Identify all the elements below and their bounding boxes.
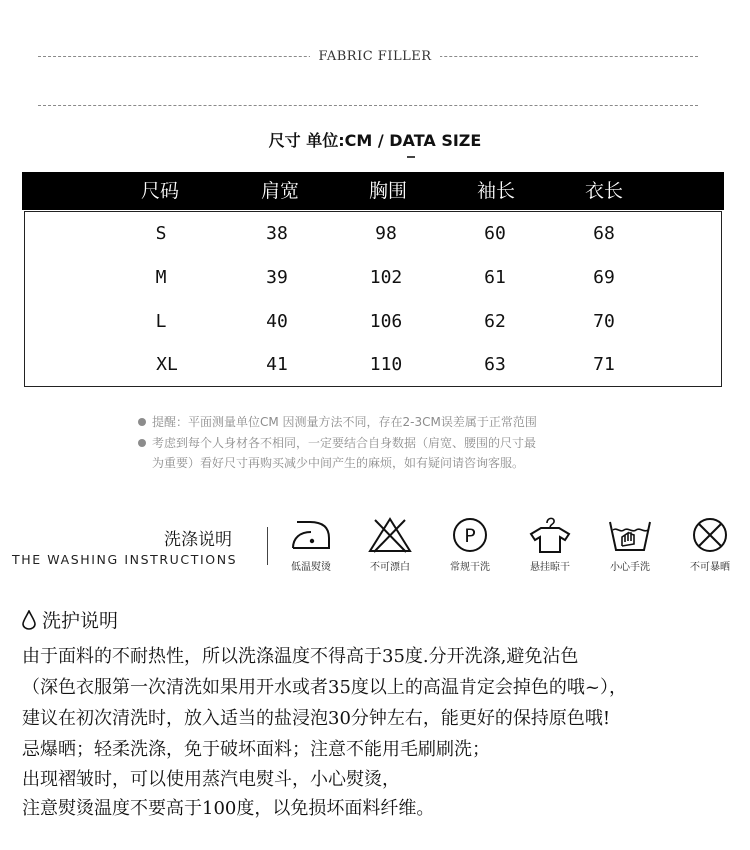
second-dashed-divider: [38, 105, 698, 106]
washing-title-en: THE WASHING INSTRUCTIONS: [12, 552, 238, 567]
iron-low-icon: 低温熨烫: [283, 516, 339, 573]
fabric-title: FABRIC FILLER: [0, 49, 750, 64]
cell-length: 70: [593, 311, 615, 332]
cell-chest: 110: [369, 354, 403, 375]
table-row: [25, 212, 723, 256]
bullet-icon: [138, 418, 146, 426]
cell-chest: 102: [369, 267, 403, 288]
care-heading: 洗护说明: [22, 606, 118, 633]
cell-sleeve: 62: [484, 311, 506, 332]
cell-chest: 98: [375, 223, 397, 244]
header-chest: 胸围: [368, 180, 407, 202]
size-table-header: [22, 172, 724, 210]
care-line: 建议在初次清洗时，放入适当的盐浸泡30分钟左右，能更好的保持原色哦!: [22, 708, 611, 729]
care-line: 出现褶皱时，可以使用蒸汽电熨斗，小心熨烫，: [22, 769, 400, 790]
no-tumble-dry-icon: 不可暴晒: [682, 516, 738, 573]
cell-length: 68: [593, 223, 615, 244]
size-table-body: [24, 211, 722, 387]
cell-sleeve: 60: [484, 223, 506, 244]
washing-title: 洗涤说明: [164, 530, 232, 550]
cell-length: 71: [593, 354, 615, 375]
cell-sleeve: 63: [484, 354, 506, 375]
care-line: 由于面料的不耐热性，所以洗涤温度不得高于35度.分开洗涤,避免沾色: [22, 646, 579, 667]
header-length: 衣长: [584, 180, 623, 202]
note-measurement: 提醒：平面测量单位CM 因测量方法不同，存在2-3CM误差属于正常范围: [138, 412, 537, 432]
cell-shoulder: 38: [266, 223, 288, 244]
header-sleeve: 袖长: [476, 180, 515, 202]
header-shoulder: 肩宽: [260, 180, 299, 202]
cell-chest: 106: [369, 311, 403, 332]
washing-divider: [267, 527, 268, 565]
table-row: [25, 256, 723, 300]
no-bleach-icon: 不可漂白: [362, 516, 418, 573]
title-underline-mark: [407, 156, 415, 158]
svg-text:P: P: [464, 525, 476, 547]
hang-dry-icon: 悬挂晾干: [522, 516, 578, 573]
cell-size: XL: [156, 354, 178, 375]
note-body-fit-continued: 为重要）看好尺寸再购买减少中间产生的麻烦，如有疑问请咨询客服。: [152, 456, 525, 470]
bullet-icon: [138, 439, 146, 447]
hand-wash-icon: 小心手洗: [602, 516, 658, 573]
header-size: 尺码: [140, 180, 179, 202]
water-drop-icon: [22, 610, 36, 630]
cell-size: L: [155, 311, 167, 332]
size-title: 尺寸 单位:CM / DATA SIZE: [268, 131, 482, 150]
dry-clean-p-icon: P 常规干洗: [442, 516, 498, 573]
table-row: [25, 300, 723, 344]
cell-shoulder: 39: [266, 267, 288, 288]
cell-shoulder: 40: [266, 311, 288, 332]
care-line: （深色衣服第一次清洗如果用开水或者35度以上的高温肯定会掉色的哦~），: [22, 677, 627, 698]
table-row: [25, 343, 723, 387]
cell-sleeve: 61: [484, 267, 506, 288]
cell-length: 69: [593, 267, 615, 288]
care-line: 忌爆晒；轻柔洗涤，免于破坏面料；注意不能用毛刷刷洗；: [22, 739, 490, 760]
note-body-fit: 考虑到每个人身材各不相同，一定要结合自身数据（肩宽、腰围的尺寸最: [138, 433, 536, 453]
cell-shoulder: 41: [266, 354, 288, 375]
cell-size: S: [155, 223, 167, 244]
cell-size: M: [155, 267, 167, 288]
care-line: 注意熨烫温度不要高于100度，以免损坏面料纤维。: [22, 798, 435, 819]
